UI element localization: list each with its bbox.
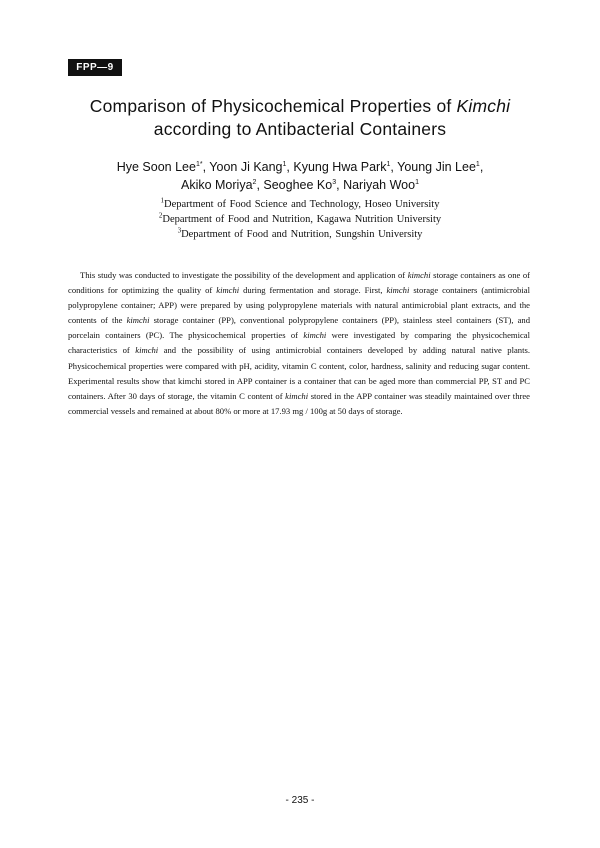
abstract-text: and the possibility of using antimicrobial containers developed by adding natural native plants. Physicochemical properties were compared with pH, acidity, vitamin C content, color, hardness, salinity and reducing sugar content. Experimental results show that kimchi stored in APP container is a container that can be aged more than commercial PP, ST and PC containers. After 30 days of storage, the vitamin C content of	[68, 345, 530, 401]
affil-mark: 2	[158, 211, 163, 220]
abstract-text: stored in the APP container was steadily maintained over three commercial vessels and remained at about 80% or more at 17.93 mg / 100g at 50 days of storage.	[68, 390, 530, 416]
abstract-text: during fermentation and storage. First,	[239, 285, 387, 296]
paper-title	[40, 95, 560, 141]
author-line: Hye Soon Lee$^{1*}$, Yoon Ji Kang$^1$, Kyung Hwa Park$^1$, Young Jin Lee$^1$,	[116, 160, 484, 174]
author-affil-mark: 1	[282, 160, 287, 168]
author-affil-mark: 1	[415, 178, 419, 186]
author-affil-mark: 1	[475, 160, 480, 168]
author-name: Seoghee Ko	[263, 178, 333, 192]
abstract-text: storage containers as one of conditions for optimizing the quality of	[68, 270, 530, 296]
abstract-italic-term: kimchi	[407, 270, 431, 280]
abstract-body	[68, 268, 530, 419]
abstract-text: were investigated by comparing the physicochemical characteristics of	[68, 330, 531, 356]
abstract-italic-term: kimchi	[285, 390, 309, 401]
author-name: Kyung Hwa Park	[293, 160, 387, 174]
author-affil-mark: 3	[332, 178, 337, 186]
author-name: Young Jin Lee	[397, 160, 476, 174]
affil-mark: 3	[177, 226, 182, 235]
affil-text: Department of Food and Nutrition, Sungshin University	[181, 229, 423, 240]
author-line: Akiko Moriya$^2$, Seoghee Ko$^3$, Nariyah Woo$^1$	[180, 178, 419, 192]
page-number: - 235 -	[285, 795, 315, 806]
affiliation	[60, 197, 540, 212]
author-affil-mark: 1*	[195, 160, 203, 168]
title-italic-term: Kimchi	[456, 96, 511, 116]
abstract-text: This study was conducted to investigate the possibility of the development and application of	[80, 270, 408, 280]
title-line-1	[40, 95, 560, 118]
abstract-italic-term: kimchi	[303, 330, 327, 341]
session-code-badge: FPP—9	[68, 59, 122, 76]
affiliation	[60, 227, 540, 242]
author-affil-mark: 1	[386, 160, 391, 168]
author-name: Akiko Moriya	[180, 178, 253, 192]
affil-mark: 1	[160, 196, 165, 205]
title-text: Comparison of Physicochemical Properties of	[89, 96, 457, 116]
abstract-text: storage containers (antimicrobial polypropylene container; APP) were prepared by using polypropylene materials with natural antimicrobial plant extracts, and the contents of the	[68, 285, 531, 326]
affil-text: Department of Food Science and Technology, Hoseo University	[164, 199, 440, 210]
abstract-italic-term: kimchi	[135, 345, 159, 356]
author-list	[60, 158, 540, 194]
abstract-italic-term: kimchi	[386, 285, 410, 296]
abstract-italic-term: kimchi	[126, 315, 150, 326]
author-name: Nariyah Woo	[343, 178, 416, 192]
abstract-text: storage container (PP), conventional polypropylene containers (PP), stainless steel containers (ST), and porcelain containers (PC). The physicochemical properties of	[68, 315, 530, 341]
author-affil-mark: 2	[252, 178, 257, 186]
affiliation	[60, 212, 540, 227]
author-name: Yoon Ji Kang	[209, 160, 283, 174]
abstract-italic-term: kimchi	[216, 285, 240, 296]
affiliation-list	[60, 197, 540, 242]
title-line-2: according to Antibacterial Containers	[153, 119, 447, 139]
author-name: Hye Soon Lee	[116, 160, 196, 174]
affil-text: Department of Food and Nutrition, Kagawa Nutrition University	[162, 214, 442, 225]
